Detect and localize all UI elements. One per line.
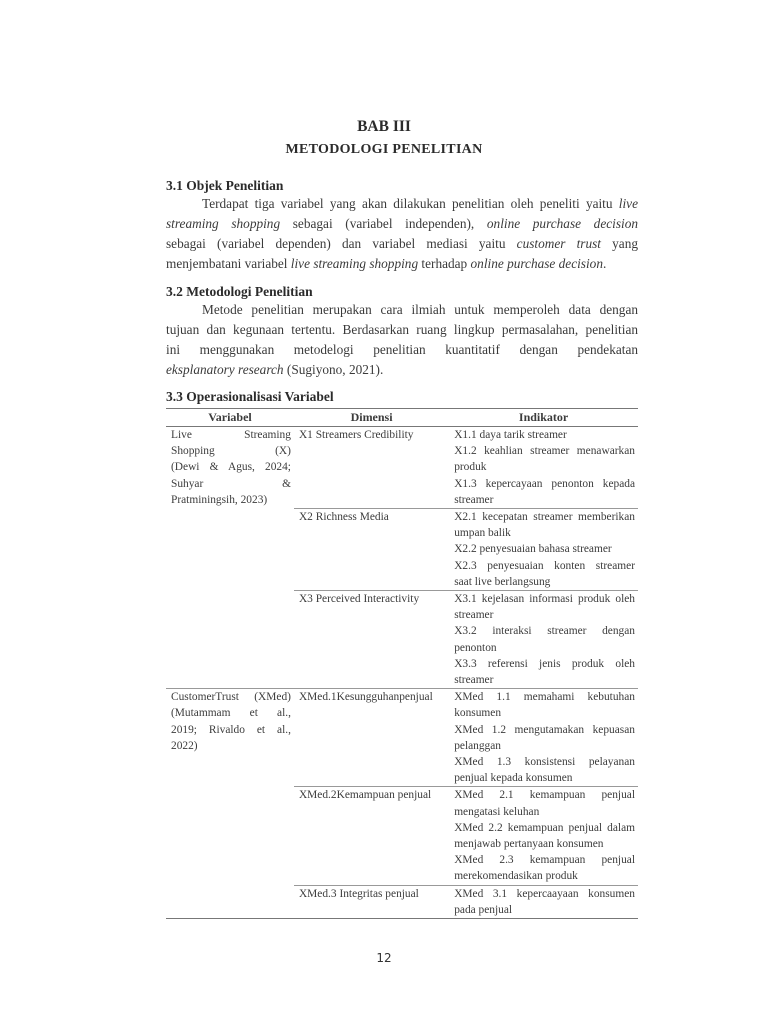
text-run: ini menggunakan metodelogi penelitian kuantitatif dengan pendekatan	[166, 342, 638, 357]
chapter-title: METODOLOGI PENELITIAN	[285, 142, 483, 157]
paragraph-line	[166, 254, 638, 274]
dimensi-label: XMed.2Kemampuan penjual	[298, 789, 432, 802]
dimensi-cell	[294, 427, 449, 509]
indikator-line: X1.2 keahlian streamer menawarkan	[454, 445, 635, 458]
indikator-line: XMed 1.1 memahami kebutuhan	[454, 691, 635, 704]
indikator-line: konsumen	[454, 707, 502, 720]
table-row	[166, 885, 638, 918]
page-number: 12	[376, 951, 392, 965]
chapter-number: BAB III	[357, 118, 411, 135]
text-run: sebagai (variabel independen),	[280, 216, 487, 231]
paragraph-metodologi-penelitian	[166, 300, 638, 380]
variabel-line: Suhyar &	[171, 477, 291, 490]
variabel-line: 2022)	[171, 739, 198, 752]
indikator-cell	[449, 591, 638, 689]
indikator-line: mengatasi keluhan	[454, 805, 540, 818]
italic-term: online purchase decision	[486, 216, 638, 231]
section-heading-metodologi: 3.2 Metodologi Penelitian	[166, 284, 313, 299]
text-run: menjembatani variabel	[166, 256, 291, 271]
table-row	[166, 787, 638, 885]
italic-term: live streaming shopping	[290, 256, 419, 271]
header-dimensi: Dimensi	[294, 409, 449, 427]
dimensi-label: X1 Streamers Credibility	[298, 429, 414, 441]
paragraph-line	[166, 360, 638, 380]
dimensi-cell	[294, 885, 449, 918]
indikator-line: X1.3 kepercayaan penonton kepada	[454, 477, 635, 490]
indikator-line: streamer	[454, 609, 494, 622]
variabel-cell	[166, 591, 294, 689]
indikator-line: penonton	[454, 641, 497, 654]
indikator-line: X2.2 penyesuaian bahasa streamer	[454, 543, 612, 556]
indikator-line: X3.1 kejelasan informasi produk oleh	[454, 593, 635, 606]
paragraph-line	[166, 340, 638, 360]
paragraph-objek-penelitian	[166, 194, 638, 274]
dimensi-cell	[294, 509, 449, 591]
variabel-cell	[166, 885, 294, 918]
indikator-line: pelanggan	[454, 739, 501, 752]
text-run: (Sugiyono, 2021).	[283, 362, 384, 377]
indikator-line: X2.1 kecepatan streamer memberikan	[454, 511, 635, 524]
indikator-line: XMed 3.1 kepercaayaan konsumen	[454, 887, 635, 900]
text-run: sebagai (variabel dependen) dan variabel mediasi yaitu	[166, 236, 517, 251]
text-run: .	[602, 256, 607, 271]
indikator-line: umpan balik	[454, 527, 511, 540]
table-row	[166, 427, 638, 509]
text-run: terhadap	[418, 256, 471, 271]
paragraph-line	[166, 320, 638, 340]
variabel-line: (Dewi & Agus, 2024;	[171, 461, 291, 474]
variabel-line: CustomerTrust (XMed)	[171, 691, 291, 704]
indikator-cell	[449, 509, 638, 591]
indikator-line: pada penjual	[454, 903, 513, 916]
indikator-cell	[449, 885, 638, 918]
dimensi-label: X2 Richness Media	[298, 511, 389, 524]
indikator-line: streamer	[454, 493, 494, 506]
variabel-line: 2019; Rivaldo et al.,	[171, 723, 291, 736]
header-variabel: Variabel	[166, 409, 294, 427]
variabel-line: Pratminingsih, 2023)	[171, 493, 268, 506]
table-row	[166, 591, 638, 689]
indikator-line: X3.3 referensi jenis produk oleh	[454, 657, 635, 670]
paragraph-line	[166, 300, 638, 320]
variabel-cell	[166, 509, 294, 591]
section-heading-operasionalisasi: 3.3 Operasionalisasi Variabel	[166, 389, 334, 404]
indikator-line: streamer	[454, 674, 494, 687]
table-row	[166, 689, 638, 787]
header-indikator: Indikator	[449, 409, 638, 427]
italic-term: live	[618, 196, 638, 211]
text-run: yang	[600, 236, 638, 251]
indikator-line: merekomendasikan produk	[454, 870, 578, 883]
variabel-line: Shopping (X)	[171, 445, 291, 458]
indikator-line: X2.3 penyesuaian konten streamer	[454, 559, 635, 572]
dimensi-cell	[294, 787, 449, 885]
variabel-line: (Mutammam et al.,	[171, 707, 291, 720]
text-run: tujuan dan kegunaan tertentu. Berdasarkan ruang lingkup permasalahan, penelitian	[166, 322, 638, 337]
variabel-cell	[166, 689, 294, 787]
italic-term: online purchase decision	[470, 256, 603, 271]
indikator-line: XMed 1.3 konsistensi pelayanan	[454, 756, 635, 769]
section-heading-objek: 3.1 Objek Penelitian	[166, 178, 284, 193]
dimensi-label: XMed.1Kesungguhanpenjual	[298, 691, 433, 704]
table-row	[166, 509, 638, 591]
indikator-line: X1.1 daya tarik streamer	[454, 429, 567, 441]
indikator-line: menjawab pertanyaan konsumen	[454, 838, 604, 851]
text-run: Metode penelitian merupakan cara ilmiah untuk memperoleh data dengan	[202, 302, 638, 317]
dimensi-label: XMed.3 Integritas penjual	[298, 887, 419, 900]
indikator-line: produk	[454, 461, 487, 474]
indikator-line: XMed 2.2 kemampuan penjual dalam	[454, 821, 635, 834]
dimensi-cell	[294, 689, 449, 787]
indikator-cell	[449, 689, 638, 787]
indikator-line: XMed 2.3 kemampuan penjual	[454, 854, 635, 867]
indikator-line: XMed 1.2 mengutamakan kepuasan	[454, 723, 635, 736]
indikator-line: penjual kepada konsumen	[454, 772, 573, 785]
paragraph-line	[166, 234, 638, 254]
text-run: Terdapat tiga variabel yang akan dilakukan penelitian oleh peneliti yaitu	[202, 196, 619, 211]
italic-term: customer trust	[516, 236, 601, 251]
italic-term: streaming shopping	[166, 216, 281, 231]
indikator-line: XMed 2.1 kemampuan penjual	[454, 789, 635, 802]
variabel-cell	[166, 427, 294, 509]
indikator-cell	[449, 427, 638, 509]
dimensi-label: X3 Perceived Interactivity	[298, 593, 420, 606]
operational-variable-table	[166, 408, 638, 919]
paragraph-line	[166, 194, 638, 214]
dimensi-cell	[294, 591, 449, 689]
table-header-row	[166, 409, 638, 427]
paragraph-line	[166, 214, 638, 234]
indikator-line: X3.2 interaksi streamer dengan	[454, 625, 635, 638]
italic-term: eksplanatory research	[166, 362, 284, 377]
variabel-cell	[166, 787, 294, 885]
indikator-line: saat live berlangsung	[454, 575, 551, 588]
indikator-cell	[449, 787, 638, 885]
variabel-line: Live Streaming	[171, 429, 291, 441]
